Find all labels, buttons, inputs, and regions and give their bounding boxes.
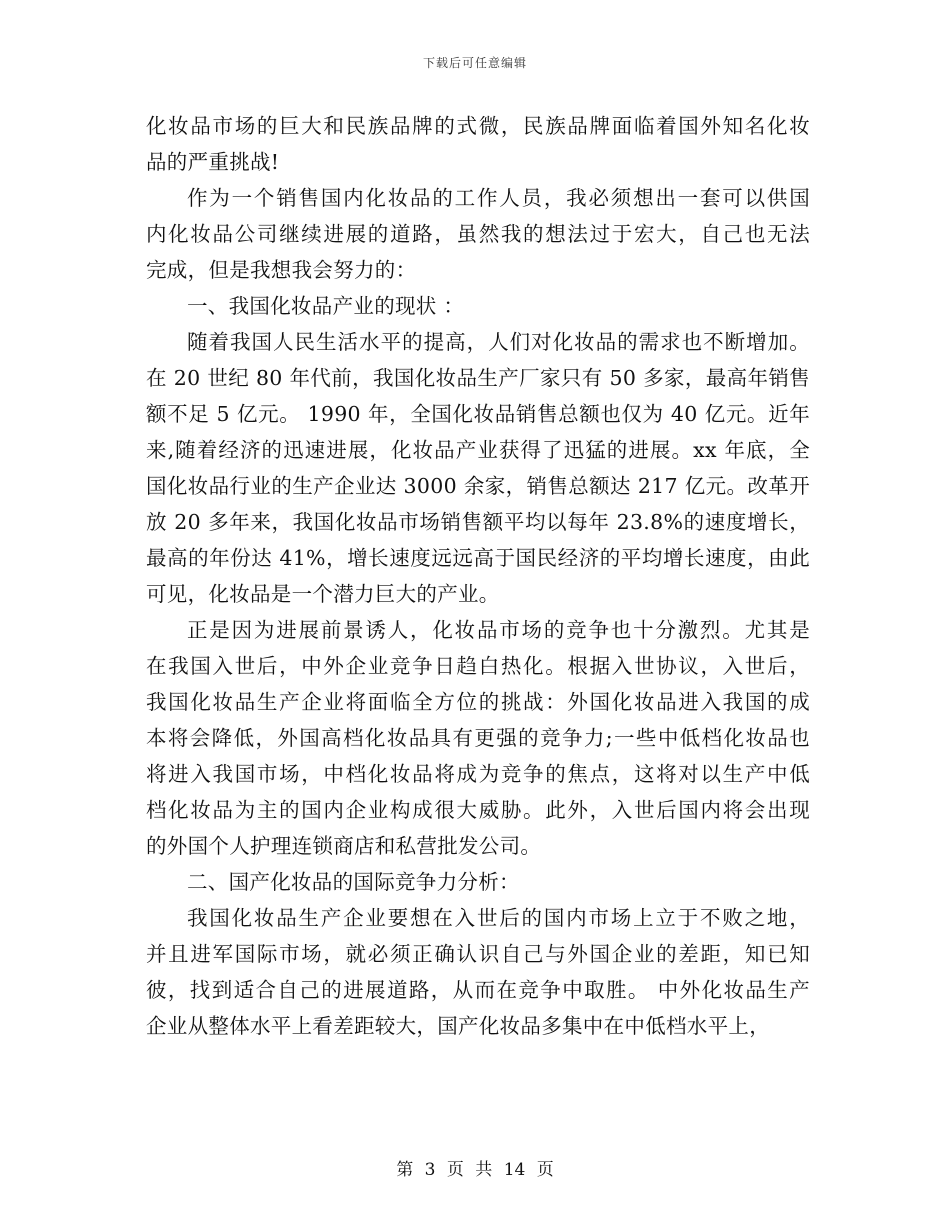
document-body <box>146 108 810 1044</box>
text-line: 完成，但是我想我会努力的： <box>146 258 417 282</box>
text-line: 来,随着经济的迅速进展，化妆品产业获得了迅猛的进展。xx 年底，全 <box>146 438 810 462</box>
text-line: 将进入我国市场，中档化妆品将成为竞争的焦点，这将对以生产中低 <box>146 762 810 786</box>
text-line: 彼，找到适合自己的进展道路，从而在竞争中取胜。 中外化妆品生产 <box>146 978 810 1002</box>
text-line: 的外国个人护理连锁商店和私营批发公司。 <box>146 834 542 858</box>
text-line: 在 20 世纪 80 年代前，我国化妆品生产厂家只有 50 多家，最高年销售 <box>146 366 810 390</box>
text-line: 本将会降低，外国高档化妆品具有更强的竞争力;一些中低档化妆品也 <box>146 726 810 750</box>
page-number: 第 3 页 共 14 页 <box>396 1160 554 1180</box>
text-line: 档化妆品为主的国内企业构成很大威胁。此外，入世后国内将会出现 <box>146 798 810 822</box>
text-line: 随着我国人民生活水平的提高，人们对化妆品的需求也不断增加。 <box>187 330 810 354</box>
text-line: 在我国入世后，中外企业竞争日趋白热化。根据入世协议，入世后， <box>146 654 810 678</box>
text-line: 化妆品市场的巨大和民族品牌的式微，民族品牌面临着国外知名化妆 <box>146 114 810 138</box>
text-line: 并且进军国际市场，就必须正确认识自己与外国企业的差距，知已知 <box>146 942 810 966</box>
text-line: 作为一个销售国内化妆品的工作人员，我必须想出一套可以供国 <box>187 186 810 210</box>
text-line: 正是因为进展前景诱人，化妆品市场的竞争也十分激烈。尤其是 <box>187 618 810 642</box>
text-line: 国化妆品行业的生产企业达 3000 余家，销售总额达 217 亿元。改革开 <box>146 474 810 498</box>
section-heading: 二、国产化妆品的国际竞争力分析： <box>187 870 520 894</box>
text-line: 内化妆品公司继续进展的道路，虽然我的想法过于宏大，自己也无法 <box>146 222 810 246</box>
section-heading: 一、我国化妆品产业的现状 ： <box>187 294 465 318</box>
text-line: 我国化妆品生产企业要想在入世后的国内市场上立于不败之地， <box>187 906 810 930</box>
text-line: 我国化妆品生产企业将面临全方位的挑战：外国化妆品进入我国的成 <box>146 690 810 714</box>
header-note: 下载后可任意编辑 <box>422 56 527 70</box>
text-line: 额不足 5 亿元。 1990 年，全国化妆品销售总额也仅为 40 亿元。近年 <box>146 402 810 426</box>
text-line: 可见，化妆品是一个潜力巨大的产业。 <box>146 582 500 606</box>
text-line: 最高的年份达 41%，增长速度远远高于国民经济的平均增长速度，由此 <box>146 546 810 570</box>
text-line: 品的严重挑战! <box>146 150 280 174</box>
text-line: 放 20 多年来，我国化妆品市场销售额平均以每年 23.8%的速度增长， <box>146 510 810 534</box>
text-line: 企业从整体水平上看差距较大，国产化妆品多集中在中低档水平上， <box>146 1014 770 1038</box>
